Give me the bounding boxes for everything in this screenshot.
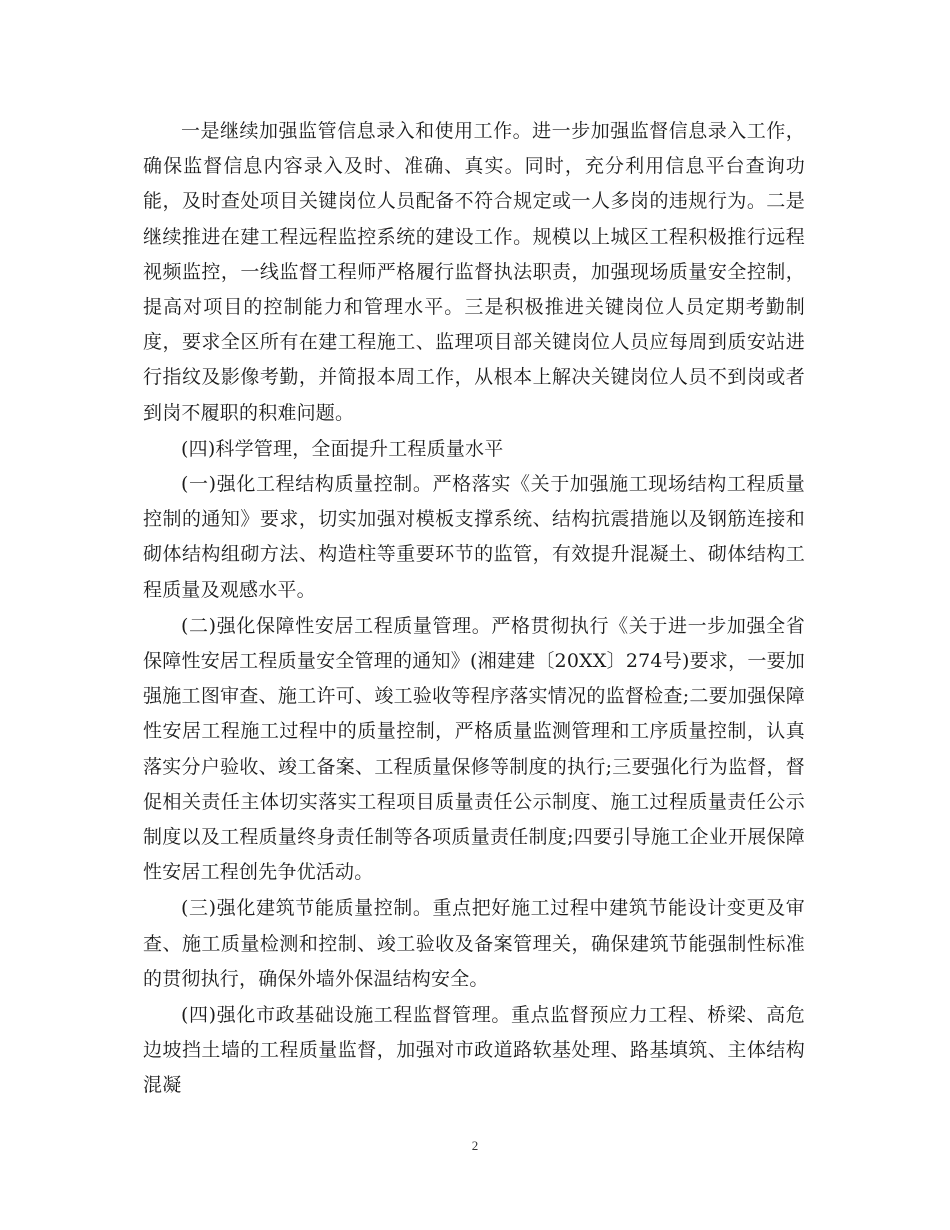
paragraph-municipal-infrastructure: (四)强化市政基础设施工程监督管理。重点监督预应力工程、桥梁、高危边坡挡土墙的工程质量监督，加强对市政道路软基处理、路基填筑、主体结构混凝 — [143, 1004, 805, 1097]
paragraph-supervision-info: 一是继续加强监管信息录入和使用工作。进一步加强监督信息录入工作，确保监督信息内容录入及时、准确、真实。同时，充分利用信息平台查询功能，及时查处项目关键岗位人员配备不符合规定或一人多岗的违规行为。二是继续推进在建工程远程监控系统的建设工作。规模以上城区工程积极推行远程视频监控，一线监督工程师严格履行监督执法职责，加强现场质量安全控制，提高对项目的控制能力和管理水平。三是积极推进关键岗位人员定期考勤制度，要求全区所有在建工程施工、监理项目部关键岗位人员应每周到质安站进行指纹及影像考勤，并简报本周工作，从根本上解决关键岗位人员不到岗或者到岗不履职的积难问题。 — [143, 120, 805, 424]
paragraph-structure-quality: (一)强化工程结构质量控制。严格落实《关于加强施工现场结构工程质量控制的通知》要求，切实加强对模板支撑系统、结构抗震措施以及钢筋连接和砌体结构组砌方法、构造柱等重要环节的监管，有效提升混凝土、砌体结构工程质量及观感水平。 — [143, 473, 805, 601]
paragraph-affordable-housing: (二)强化保障性安居工程质量管理。严格贯彻执行《关于进一步加强全省保障性安居工程质量安全管理的通知》(湘建建〔20XX〕274号)要求，一要加强施工图审查、施工许可、竣工验收等程序落实情况的监督检查;二要加强保障性安居工程施工过程中的质量控制，严格质量监测管理和工序质量控制，认真落实分户验收、竣工备案、工程质量保修等制度的执行;三要强化行为监督，督促相关责任主体切实落实工程项目质量责任公示制度、施工过程质量责任公示制度以及工程质量终身责任制等各项质量责任制度;四要引导施工企业开展保障性安居工程创先争优活动。 — [143, 614, 805, 884]
document-body — [143, 114, 805, 1105]
section-heading-scientific-management: (四)科学管理，全面提升工程质量水平 — [181, 437, 504, 460]
page-number: 2 — [471, 1138, 479, 1153]
paragraph-energy-saving: (三)强化建筑节能质量控制。重点把好施工过程中建筑节能设计变更及审查、施工质量检测和控制、竣工验收及备案管理关，确保建筑节能强制性标准的贯彻执行，确保外墙外保温结构安全。 — [143, 897, 805, 990]
